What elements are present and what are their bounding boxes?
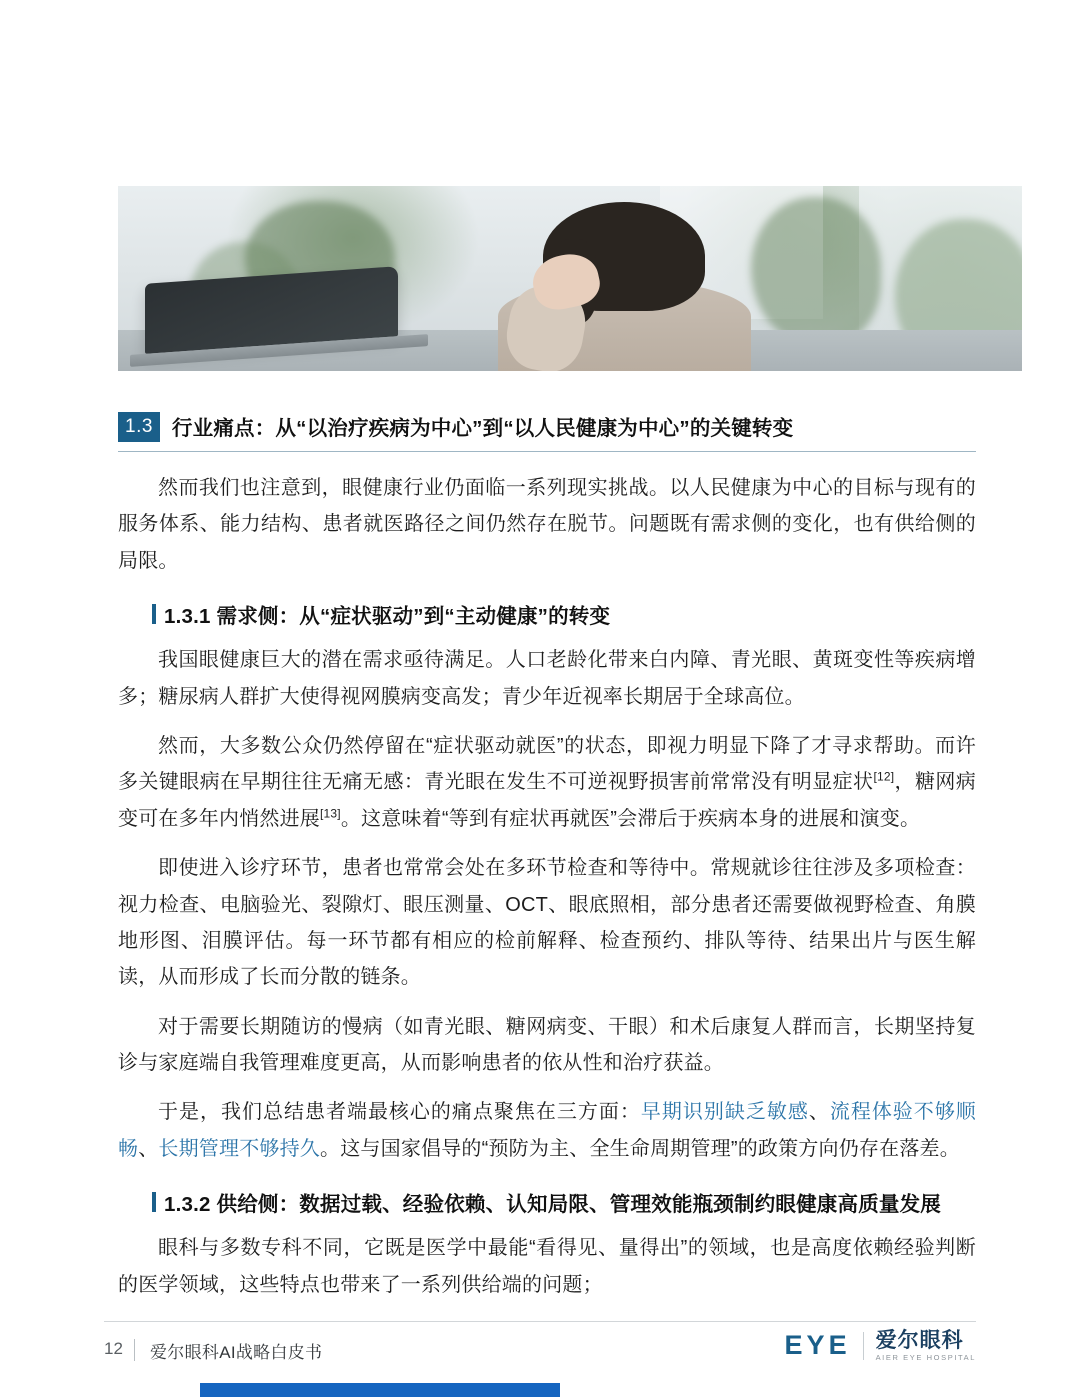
page-content [118, 412, 976, 1316]
sep-1: 、 [808, 1101, 830, 1124]
paragraph-1-2-part-c: 。这意味着“等到有症状再就医”会滞后于疾病本身的进展和演变。 [340, 807, 921, 830]
paragraph-1-5-tail: 。这与国家倡导的“预防为主、全生命周期管理”的政策方向仍存在落差。 [320, 1137, 960, 1160]
subsection-title-2: 1.3.2 供给侧：数据过载、经验依赖、认知局限、管理效能瓶颈制约眼健康高质量发展 [164, 1193, 941, 1217]
footer-divider [104, 1321, 976, 1322]
reference-13: [13] [320, 806, 341, 821]
footer-separator [134, 1339, 135, 1361]
highlight-process-experience-cont: 够顺畅 [118, 1101, 977, 1160]
subsection-heading-2 [152, 1187, 976, 1217]
paragraph-1-2-part-a: 然而，大多数公众仍然停留在“症状驱动就医”的状态，即视力明显下降了才寻求帮助。而许多关键眼病在早期往往无痛无感：青光眼在发生不可逆视野损害前常常没有明显症状 [118, 734, 976, 794]
paragraph-1-2-part-b: ，糖网病变可在多年内悄然进展 [118, 771, 976, 830]
footer-color-bars [0, 1383, 1080, 1397]
paragraph-1-4: 对于需要长期随访的慢病（如青光眼、糖网病变、干眼）和术后康复人群而言，长期坚持复诊与家庭端自我管理难度更高，从而影响患者的依从性和治疗获益。 [118, 1015, 976, 1075]
hero-person [498, 195, 751, 371]
footer-title: 爱尔眼科AI战略白皮书 [150, 1343, 323, 1362]
paragraph-1-2 [118, 728, 976, 837]
paragraph-1-3: 即使进入诊疗环节，患者也常常会处在多环节检查和等待中。常规就诊往往涉及多项检查：视力检查、电脑验光、裂隙灯、眼压测量、OCT、眼底照相，部分患者还需要做视野检查、角膜地形图、泪膜评估。每一环节都有相应的检前解释、检查预约、排队等待、结果出片与医生解读，从而形成了长而分散的链条。 [118, 857, 976, 989]
paragraph-2-1: 眼科与多数专科不同，它既是医学中最能“看得见、量得出”的领域，也是高度依赖经验判断的医学领域，这些特点也带来了一系列供给端的问题； [118, 1237, 976, 1296]
brand-name-cn [876, 1329, 976, 1362]
sep-2: 、 [138, 1137, 159, 1160]
footer-bar-accent [200, 1383, 560, 1397]
highlight-early-detection: 早期识别缺乏敏感 [640, 1101, 809, 1124]
paragraph-1-5 [118, 1094, 976, 1167]
reference-12: [12] [873, 769, 895, 784]
intro-paragraph: 然而我们也注意到，眼健康行业仍面临一系列现实挑战。以人民健康为中心的目标与现有的服务体系、能力结构、患者就医路径之间仍然存在脱节。问题既有需求侧的变化，也有供给侧的局限。 [118, 477, 976, 572]
page-number: 12 [104, 1339, 123, 1358]
heading-marker-icon [152, 604, 156, 624]
highlight-process-experience: 流程体验不 [829, 1101, 935, 1124]
highlight-long-term-management: 长期管理不够持久 [158, 1137, 321, 1160]
brand-mark-text: EYE [784, 1330, 851, 1361]
paragraph-1-5-lead: 于是，我们总结患者端最核心的痛点聚焦在三方面： [158, 1101, 641, 1124]
footer-bar-right [560, 1383, 1080, 1397]
subsection-heading-1 [152, 599, 976, 629]
section-title: 行业痛点：从“以治疗疾病为中心”到“以人民健康为中心”的关键转变 [171, 417, 794, 441]
footer-bar-left [0, 1383, 200, 1397]
subsection-title-1: 1.3.1 需求侧：从“症状驱动”到“主动健康”的转变 [164, 605, 611, 629]
brand-logo [785, 1329, 976, 1362]
section-heading [118, 412, 976, 452]
brand-name-cn-main: 爱尔眼科 [875, 1329, 964, 1352]
hero-image [118, 186, 1022, 371]
paragraph-1-1: 我国眼健康巨大的潜在需求亟待满足。人口老龄化带来白内障、青光眼、黄斑变性等疾病增多；糖尿病人群扩大使得视网膜病变高发；青少年近视率长期居于全球高位。 [118, 649, 976, 708]
page-footer [0, 1311, 1080, 1397]
brand-name-en-sub: AIER EYE HOSPITAL [875, 1353, 976, 1363]
brand-divider [863, 1332, 864, 1360]
heading-marker-icon [152, 1192, 156, 1212]
section-number-badge: 1.3 [118, 412, 160, 442]
